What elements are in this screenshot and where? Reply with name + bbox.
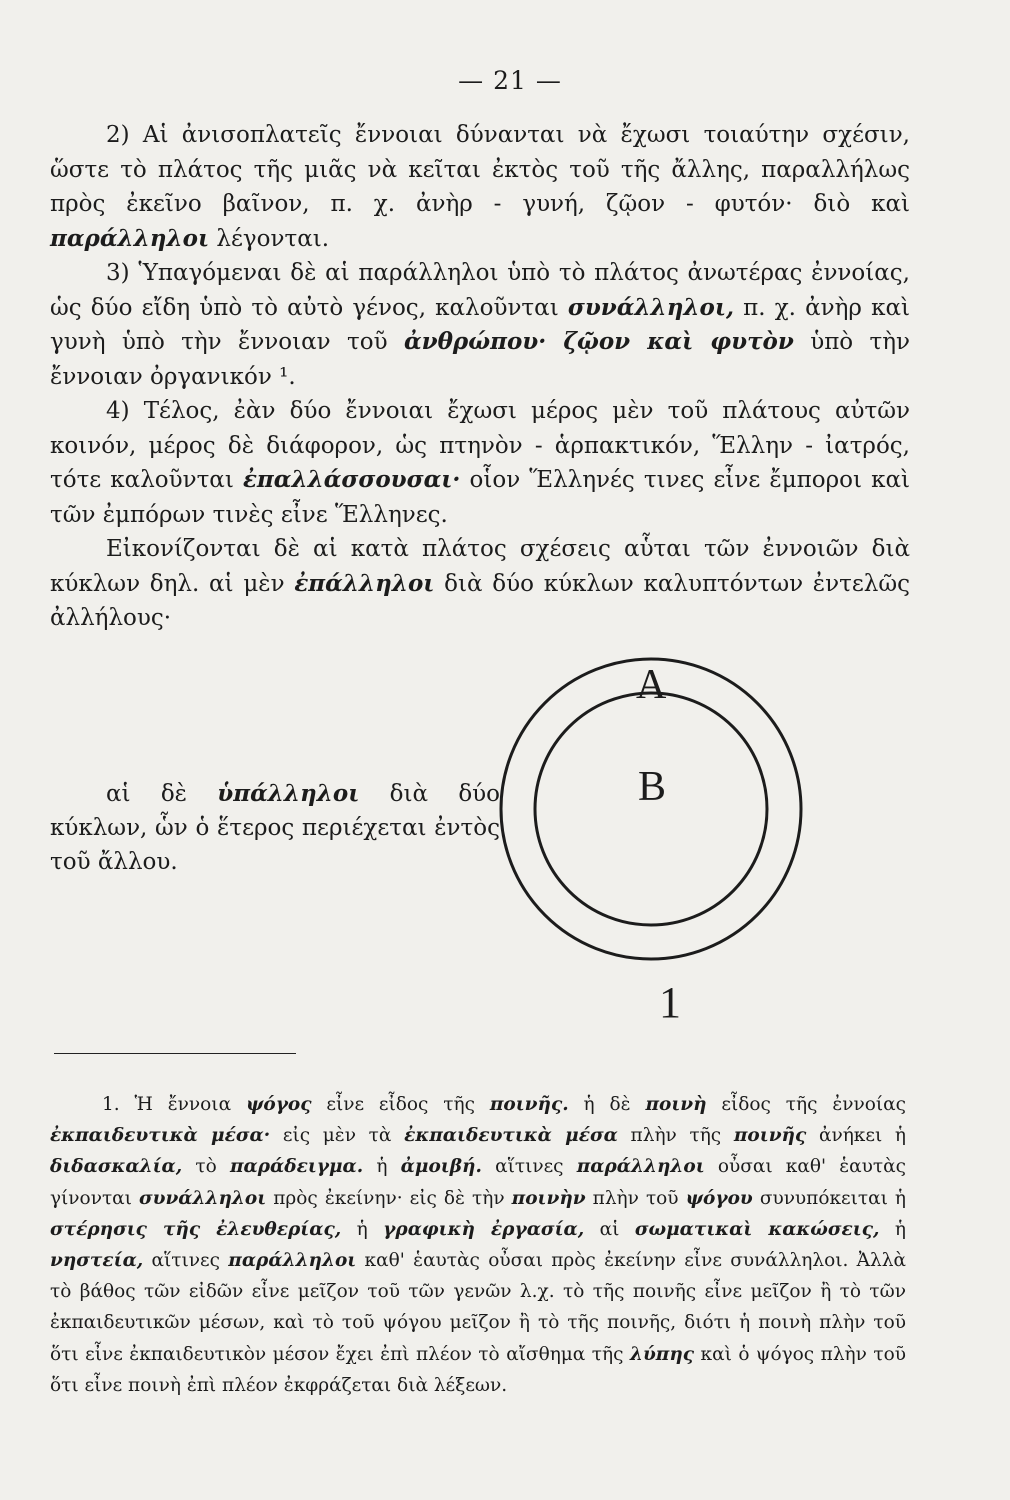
footnote-text: ἡ δὲ — [568, 1094, 646, 1115]
term-emphasis: διδασκαλία, — [50, 1156, 183, 1178]
footnote-text: συνυπόκειται ἡ — [752, 1187, 906, 1209]
term-emphasis: ποινὴ — [645, 1094, 707, 1115]
paragraph-text: ὑπὸ τὴν ἔννοιαν ὀργανικόν ¹. — [50, 329, 910, 390]
term-emphasis: συνάλληλοι — [138, 1187, 267, 1209]
paragraph-circles — [50, 532, 910, 636]
footnote-text: καθ' ἑαυτὰς οὖσαι πρὸς ἐκείνην εἶνε συνάλληλοι. Ἀλλὰ τὸ βάθος τῶν εἰδῶν εἶνε μεῖζον τοῦ τῶν γενῶν λ.χ. τὸ τῆς ποινῆς εἶνε μεῖζον ἢ τὸ τῶν ἐκπαιδευτικῶν μέσων, καὶ τὸ τοῦ ψόγου μεῖζον ἢ τὸ τῆς ποινῆς, διότι ἡ ποινὴ πλὴν τοῦ ὅτι εἶνε ἐκπαιδευτικὸν μέσον ἔχει ἐπὶ πλέον τὸ αἴσθημα τῆς — [50, 1250, 906, 1365]
paragraph-3 — [50, 256, 910, 394]
footnote-text: καὶ ὁ ψόγος πλὴν τοῦ ὅτι εἶνε ποινὴ ἐπὶ πλέον ἐκφράζεται διὰ λέξεων. — [50, 1343, 906, 1396]
footnote-text: αἵτινες — [143, 1250, 229, 1272]
term-emphasis: ἐπάλληλοι — [294, 569, 435, 597]
paragraph-2 — [50, 118, 910, 256]
paragraph-text: λέγονται. — [209, 225, 330, 252]
term-emphasis: παράλληλοι — [50, 224, 210, 252]
term-emphasis: ἐπαλλάσσουσαι· — [242, 466, 461, 493]
paragraph-text: διὰ δύο κύκλων καλυπτόντων ἐντελῶς ἀλλήλους· — [50, 570, 910, 631]
term-emphasis: ποινῆς. — [489, 1094, 569, 1115]
term-emphasis: ψόγου — [685, 1187, 753, 1209]
footnote-text: πρὸς ἐκείνην· εἰς δὲ τὴν — [266, 1187, 512, 1209]
side-text — [50, 777, 500, 879]
paragraph-text: Εἰκονίζονται δὲ αἱ κατὰ πλάτος σχέσεις αὗται τῶν ἐννοιῶν διὰ κύκλων δηλ. αἱ μὲν — [50, 536, 910, 597]
footnote-text: τὸ — [182, 1156, 230, 1178]
footnote-text: αἵτινες — [481, 1156, 577, 1178]
term-emphasis: λύπης — [629, 1343, 695, 1365]
footnote-text: εἶνε εἶδος τῆς — [311, 1094, 490, 1115]
outer-circle-label: A — [636, 662, 667, 708]
term-emphasis: ἀνθρώπου· ζῷον καὶ φυτὸν — [403, 328, 794, 355]
footnote-text: εἶδος τῆς ἐννοίας — [706, 1094, 906, 1115]
term-emphasis: παράλληλοι — [228, 1250, 357, 1272]
term-emphasis: στέρησις τῆς ἐλευθερίας, — [50, 1218, 342, 1240]
term-emphasis: ἐκπαιδευτικὰ μέσα· — [50, 1125, 271, 1147]
paragraph-text: αἱ δὲ — [106, 781, 218, 807]
footnote-text: πλὴν τοῦ — [585, 1187, 686, 1209]
paragraph-text: 3) Ὑπαγόμεναι δὲ αἱ παράλληλοι ὑπὸ τὸ πλάτος ἀνωτέρας ἐννοίας, ὡς δύο εἴδη ὑπὸ τὸ αὐτὸ γένος, καλοῦνται — [50, 260, 910, 321]
term-emphasis: γραφικὴ ἐργασία, — [383, 1218, 585, 1240]
footnote — [50, 1089, 906, 1401]
term-emphasis: σωματικαὶ κακώσεις, — [634, 1218, 880, 1240]
paragraph-text: 4) Τέλος, ἐὰν δύο ἔννοιαι ἔχωσι μέρος μὲν τοῦ πλάτους αὐτῶν κοινόν, μέρος δὲ διάφορον, ὡς πτηνὸν - ἁρπακτικόν, Ἕλλην - ἰατρός, τότε καλοῦνται — [50, 398, 910, 493]
page-number: — 21 — — [458, 66, 562, 95]
footnote-text: εἰς μὲν τὰ — [270, 1125, 405, 1147]
term-emphasis: ἐκπαιδευτικὰ μέσα — [404, 1125, 618, 1147]
circles-figure — [496, 654, 806, 1027]
main-text — [50, 118, 910, 636]
footnote-text: ἡ — [341, 1218, 384, 1240]
paragraph-subordinate — [50, 777, 500, 879]
footnote-1 — [50, 1089, 906, 1401]
term-emphasis: ποινῆς — [733, 1125, 807, 1147]
term-emphasis: ὑπάλληλοι — [217, 780, 360, 807]
term-emphasis: ψόγος — [245, 1094, 312, 1115]
term-emphasis: συνάλληλοι, — [567, 293, 735, 321]
term-emphasis: ἀμοιβή. — [400, 1156, 482, 1178]
footnote-text: ἡ — [879, 1218, 906, 1240]
footnote-text: πλὴν τῆς — [617, 1125, 734, 1147]
footnote-text: 1. Ἡ ἔννοια — [102, 1094, 246, 1115]
footnote-text: ἀνήκει ἡ — [806, 1125, 906, 1147]
term-emphasis: νηστεία, — [50, 1250, 144, 1272]
paragraph-text: 2) Αἱ ἀνισοπλατεῖς ἔννοιαι δύνανται νὰ ἔχωσι τοιαύτην σχέσιν, ὥστε τὸ πλάτος τῆς μιᾶς νὰ κεῖται ἐκτὸς τοῦ τῆς ἄλλης, παραλλήλως πρὸς ἐκεῖνο βαῖνον, π. χ. ἀνὴρ - γυνή, ζῷον - φυτόν· διὸ καὶ — [50, 122, 910, 217]
paragraph-4 — [50, 394, 910, 532]
inner-circle-label: B — [638, 764, 667, 810]
figure-caption: 1 — [659, 978, 681, 1027]
paragraph-text: οἷον Ἕλληνές τινες εἶνε ἔμποροι καὶ τῶν ἐμπόρων τινὲς εἶνε Ἕλληνες. — [50, 467, 910, 528]
paragraph-text: π. χ. ἀνὴρ καὶ γυνὴ ὑπὸ τὴν ἔννοιαν τοῦ — [50, 294, 910, 355]
footnote-text: αἱ — [584, 1218, 635, 1240]
term-emphasis: παράδειγμα. — [229, 1156, 364, 1178]
footnote-text: οὖσαι καθ' ἑαυτὰς γίνονται — [50, 1156, 906, 1209]
paragraph-text: διὰ δύο κύκλων, ὧν ὁ ἕτερος περιέχεται ἐντὸς τοῦ ἄλλου. — [50, 781, 500, 875]
footnote-text: ἡ — [363, 1156, 401, 1178]
footnote-divider — [54, 1053, 296, 1054]
term-emphasis: παράλληλοι — [576, 1156, 705, 1178]
term-emphasis: ποινὴν — [511, 1187, 586, 1209]
